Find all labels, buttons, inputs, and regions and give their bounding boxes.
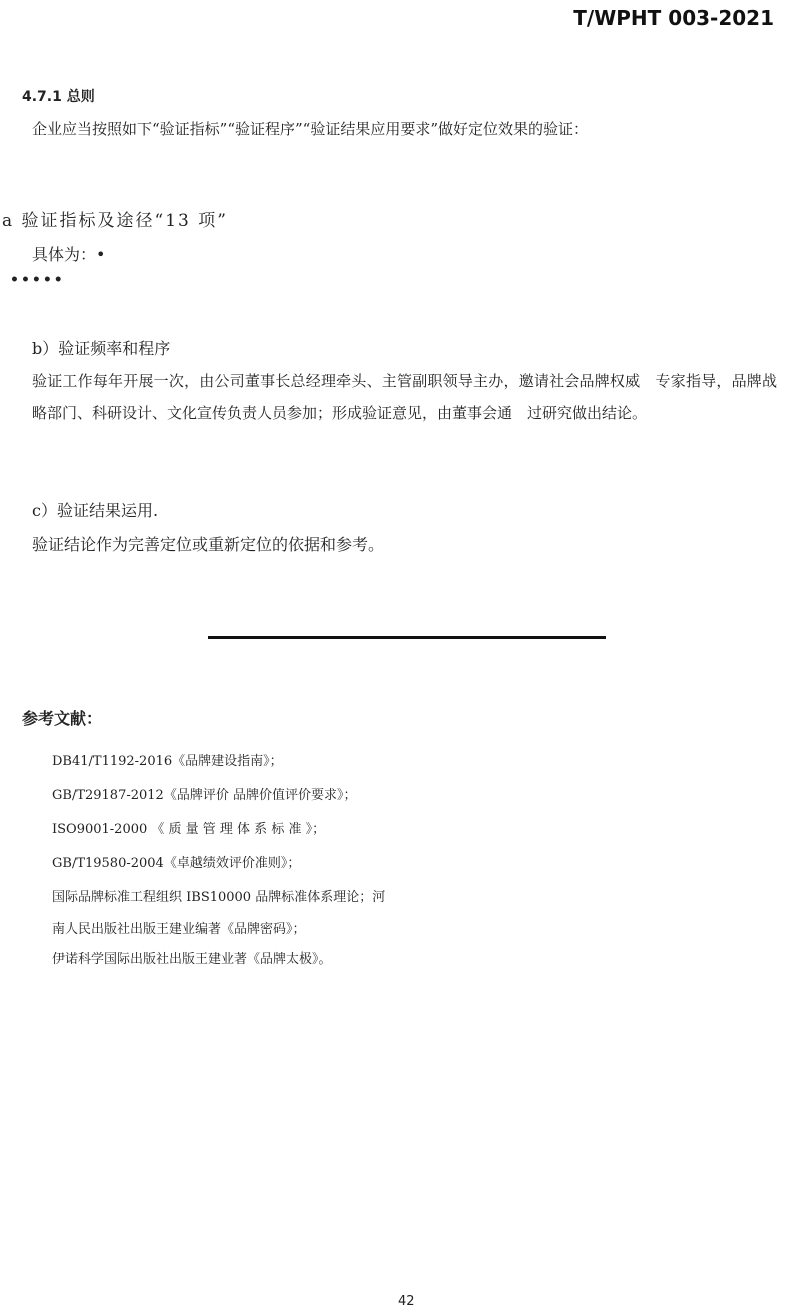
section-intro: 企业应当按照如下“验证指标”“验证程序”“验证结果应用要求”做好定位效果的验证： bbox=[32, 120, 589, 138]
item-a-title: a 验证指标及途径“13 项” bbox=[2, 211, 228, 231]
page-number: 42 bbox=[398, 1294, 415, 1309]
references-title: 参考文献： bbox=[22, 709, 103, 728]
reference-item: GB/T29187-2012《品牌评价 品牌价值评价要求》； bbox=[52, 788, 357, 803]
reference-item: DB41/T1192-2016《品牌建设指南》； bbox=[52, 754, 283, 769]
reference-item: 国际品牌标准工程组织 IBS10000 品牌标准体系理论；河 bbox=[52, 890, 386, 905]
reference-item: GB/T19580-2004《卓越绩效评价准则》； bbox=[52, 856, 301, 871]
reference-item: 伊诺科学国际出版社出版王建业著《品牌太极》。 bbox=[52, 952, 332, 967]
item-c-title: c）验证结果运用. bbox=[32, 501, 159, 520]
reference-item: 南人民出版社出版王建业编著《品牌密码》； bbox=[52, 922, 306, 937]
item-a-dots: ••••• bbox=[10, 272, 65, 288]
document-code: T/WPHT 003-2021 bbox=[573, 6, 774, 30]
section-title: 4.7.1 总则 bbox=[22, 89, 95, 105]
section-divider bbox=[208, 636, 606, 639]
item-b-title: b）验证频率和程序 bbox=[32, 339, 171, 358]
reference-item: ISO9001-2000 《 质 量 管 理 体 系 标 准 》； bbox=[52, 822, 326, 837]
item-a-line: 具体为：• bbox=[32, 245, 106, 264]
item-b-body: 验证工作每年开展一次，由公司董事长总经理牵头、主管副职领导主办，邀请社会品牌权威 专家指导，品牌战略部门、科研设计、文化宣传负责人员参加；形成验证意见，由董事会通 过研究做出结论。 bbox=[32, 372, 777, 422]
item-c-body: 验证结论作为完善定位或重新定位的依据和参考。 bbox=[32, 535, 385, 554]
